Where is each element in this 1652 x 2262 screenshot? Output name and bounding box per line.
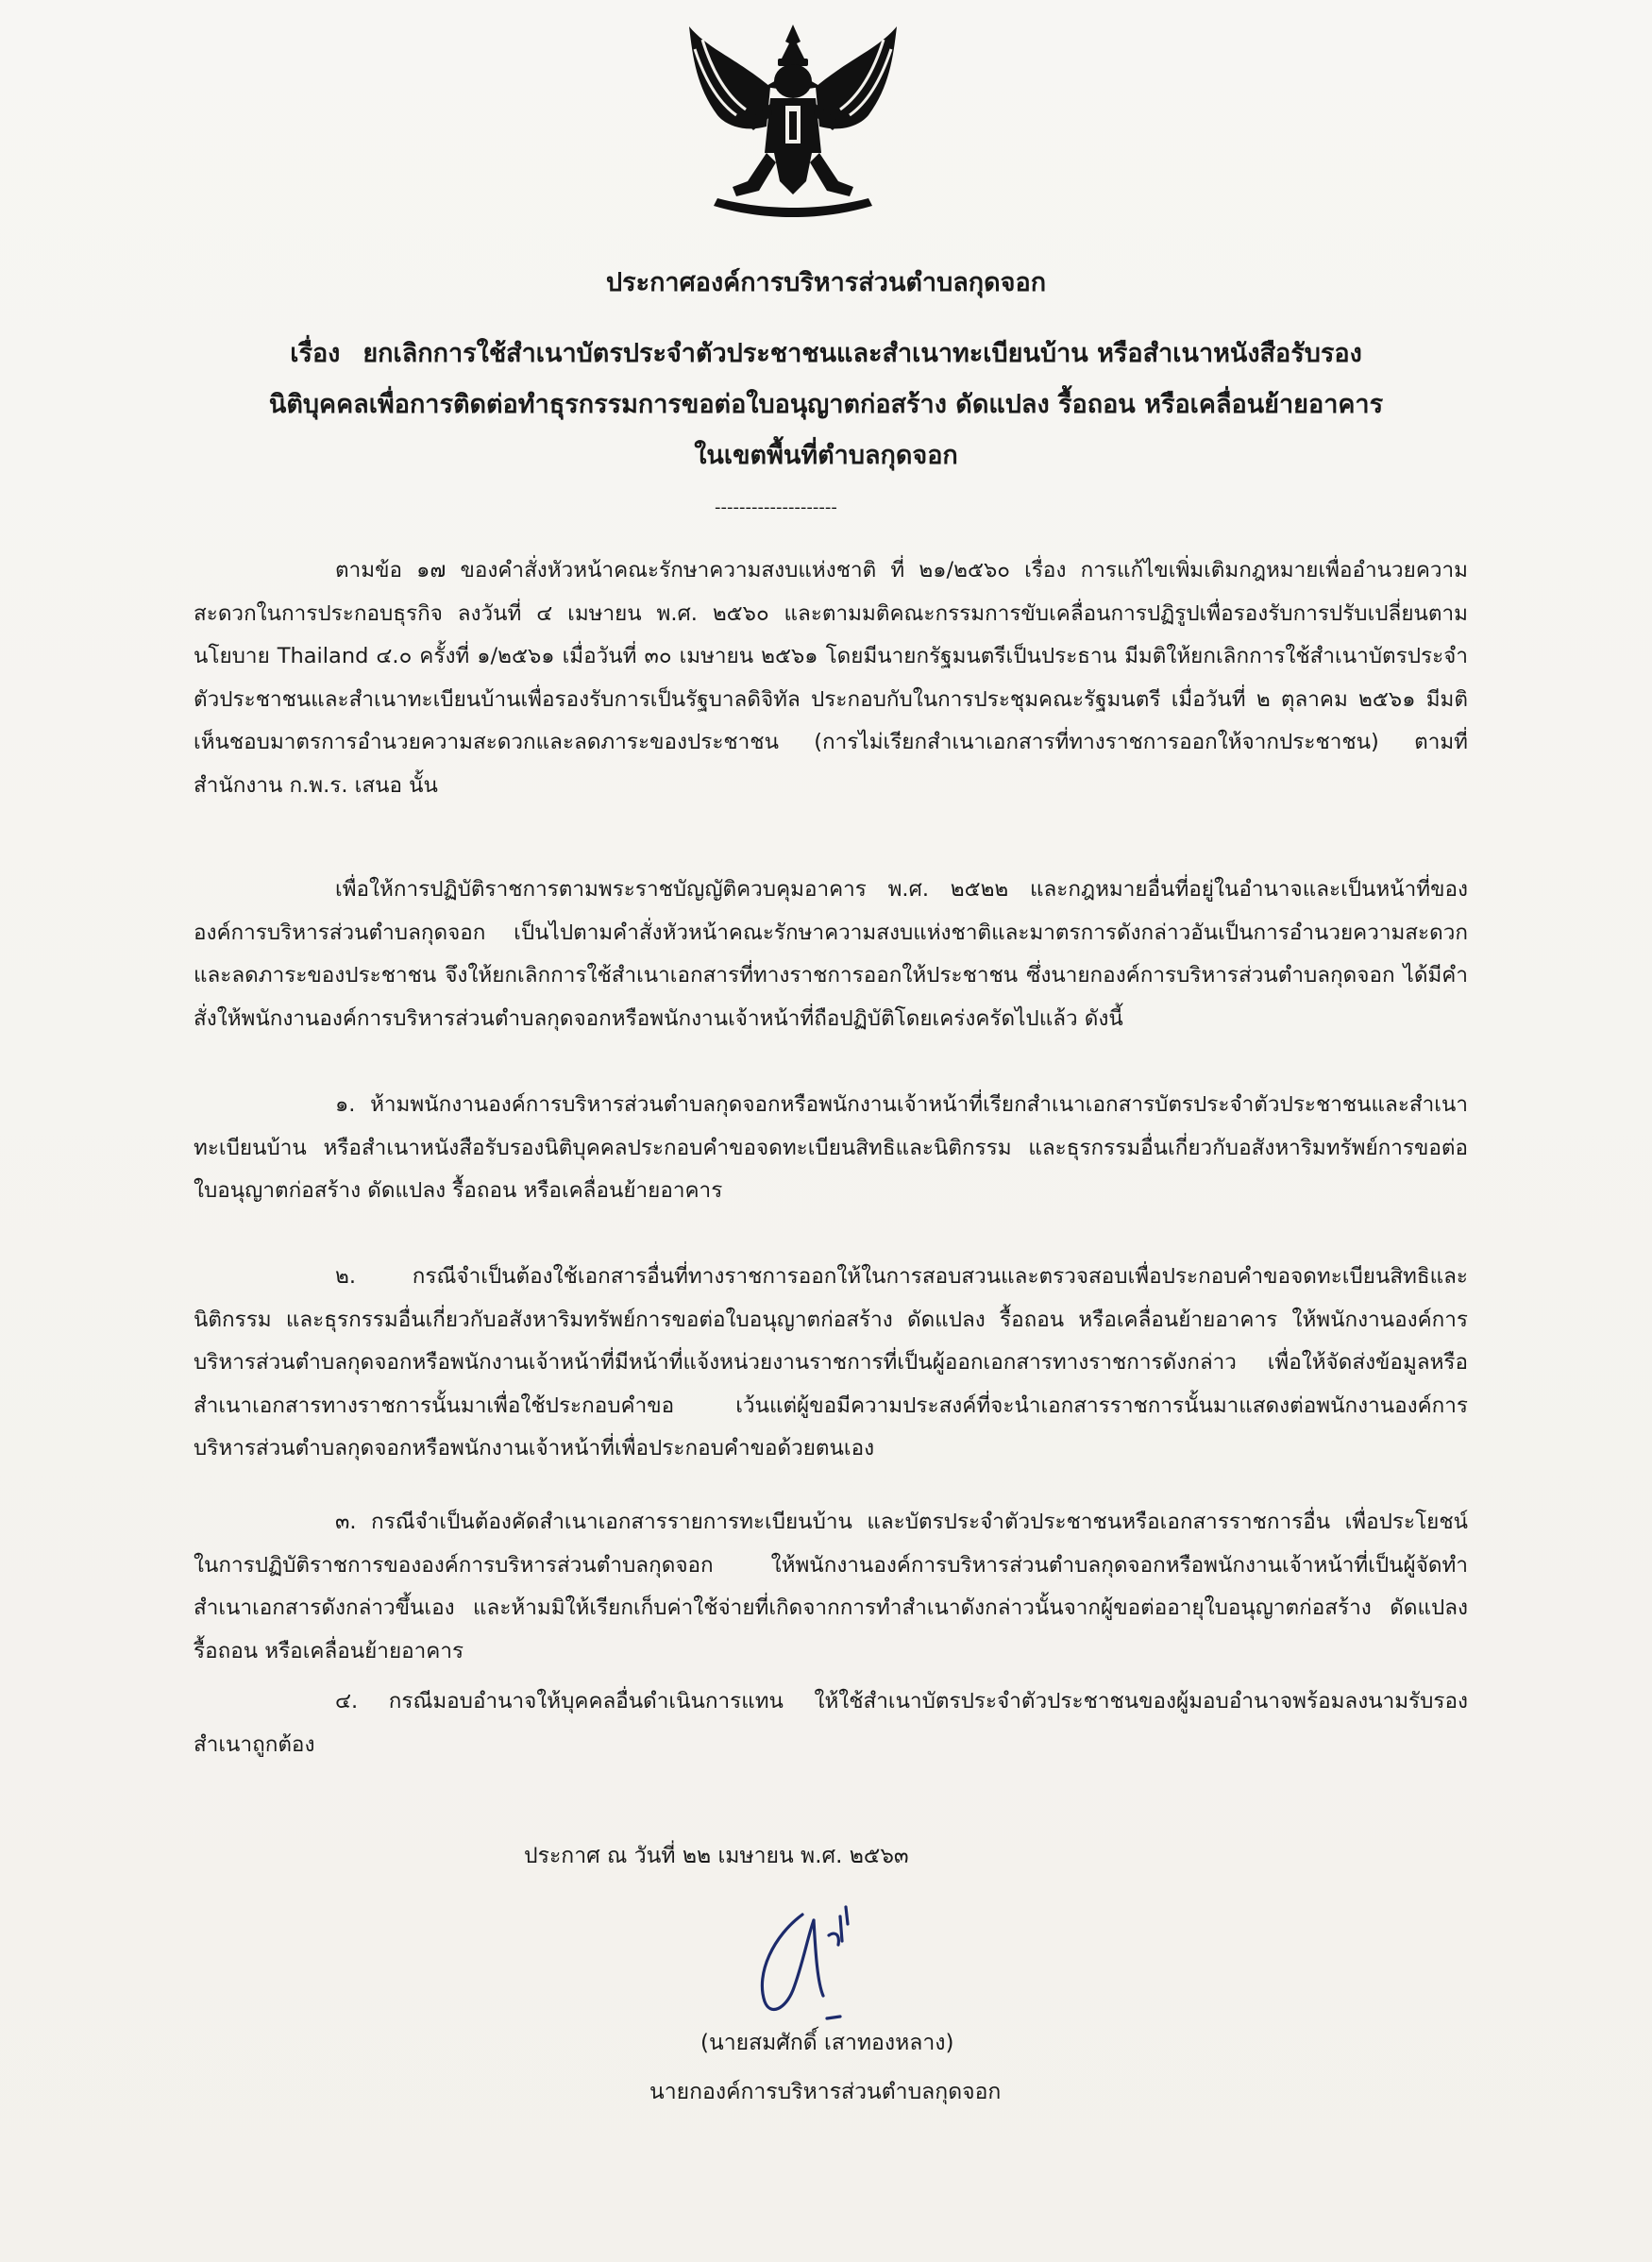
signatory-name: (นายสมศักดิ์ เสาทองหลาง) [700,2031,954,2055]
announcement-date: ประกาศ ณ วันที่ ๒๒ เมษายน พ.ศ. ๒๕๖๓ [524,1844,909,1868]
subject-text-1: ยกเลิกการใช้สำเนาบัตรประจำตัวประชาชนและสำเนาทะเบียนบ้าน หรือสำเนาหนังสือรับรอง [362,339,1362,368]
subject-line-2: นิติบุคคลเพื่อการติดต่อทำธุรกรรมการขอต่อใบอนุญาตก่อสร้าง ดัดแปลง รื้อถอน หรือเคลื่อนย้ายอาคาร [268,390,1384,419]
paragraph-2: เพื่อให้การปฏิบัติราชการตามพระราชบัญญัติควบคุมอาคาร พ.ศ. ๒๕๒๒ และกฎหมายอื่นที่อยู่ในอำนาจและเป็นหน้าที่ขององค์การบริหารส่วนตำบลกุดจอก เป็นไปตามคำสั่งหัวหน้าคณะรักษาความสงบแห่งชาติและมาตรการดังกล่าวอันเป็นการอำนวยความสะดวกและลดภาระของประชาชน จึงให้ยกเลิกการใช้สำเนาเอกสารที่ทางราชการออกให้ประชาชน ซึ่งนายกองค์การบริหารส่วนตำบลกุดจอก ได้มีคำสั่งให้พนักงานองค์การบริหารส่วนตำบลกุดจอกหรือพนักงานเจ้าหน้าที่ถือปฏิบัติโดยเคร่งครัดไปแล้ว ดังนี้ [194,877,1468,1031]
paragraph-4: ๒. กรณีจำเป็นต้องใช้เอกสารอื่นที่ทางราชการออกให้ในการสอบสวนและตรวจสอบเพื่อประกอบคำขอจดทะเบียนสิทธิและนิติกรรม และธุรกรรมอื่นเกี่ยวกับอสังหาริมทรัพย์การขอต่อใบอนุญาตก่อสร้าง ดัดแปลง รื้อถอน หรือเคลื่อนย้ายอาคาร ให้พนักงานองค์การบริหารส่วนตำบลกุดจอกหรือพนักงานเจ้าหน้าที่มีหน้าที่แจ้งหน่วยงานราชการที่เป็นผู้ออกเอกสารทางราชการดังกล่าว เพื่อให้จัดส่งข้อมูลหรือสำเนาเอกสารทางราชการนั้นมาเพื่อใช้ประกอบคำขอ เว้นแต่ผู้ขอมีความประสงค์ที่จะนำเอกสารราชการนั้นมาแสดงต่อพนักงานองค์การบริหารส่วนตำบลกุดจอกหรือพนักงานเจ้าหน้าที่เพื่อประกอบคำขอด้วยตนเอง [194,1264,1468,1460]
signature-mark [736,1898,906,2020]
signatory-position: นายกองค์การบริหารส่วนตำบลกุดจอก [649,2080,1002,2104]
paragraph-3: ๑. ห้ามพนักงานองค์การบริหารส่วนตำบลกุดจอกหรือพนักงานเจ้าหน้าที่เรียกสำเนาเอกสารบัตรประจำตัวประชาชนและสำเนาทะเบียนบ้าน หรือสำเนาหนังสือรับรองนิติบุคคลประกอบคำขอจดทะเบียนสิทธิและนิติกรรม และธุรกรรมอื่นเกี่ยวกับอสังหาริมทรัพย์การขอต่อใบอนุญาตก่อสร้าง ดัดแปลง รื้อถอน หรือเคลื่อนย้ายอาคาร [194,1092,1468,1203]
paragraph-5: ๓. กรณีจำเป็นต้องคัดสำเนาเอกสารรายการทะเบียนบ้าน และบัตรประจำตัวประชาชนหรือเอกสารราชการอื่น เพื่อประโยชน์ในการปฏิบัติราชการขององค์การบริหารส่วนตำบลกุดจอก ให้พนักงานองค์การบริหารส่วนตำบลกุดจอกหรือพนักงานเจ้าหน้าที่เป็นผู้จัดทำสำเนาเอกสารดังกล่าวขึ้นเอง และห้ามมิให้เรียกเก็บค่าใช้จ่ายที่เกิดจากการทำสำเนาดังกล่าวนั้นจากผู้ขอต่ออายุใบอนุญาตก่อสร้าง ดัดแปลง รื้อถอน หรือเคลื่อนย้ายอาคาร [194,1510,1468,1663]
subject-line-3: ในเขตพื้นที่ตำบลกุดจอก [694,441,958,470]
garuda-emblem-icon [680,21,906,227]
paragraph-1: ตามข้อ ๑๗ ของคำสั่งหัวหน้าคณะรักษาความสงบแห่งชาติ ที่ ๒๑/๒๕๖๐ เรื่อง การแก้ไขเพิ่มเติมกฎหมายเพื่ออำนวยความสะดวกในการประกอบธุรกิจ ลงวันที่ ๔ เมษายน พ.ศ. ๒๕๖๐ และตามมติคณะกรรมการขับเคลื่อนการปฏิรูปเพื่อรองรับการปรับเปลี่ยนตามนโยบาย Thailand ๔.๐ ครั้งที่ ๑/๒๕๖๑ เมื่อวันที่ ๓๐ เมษายน ๒๕๖๑ โดยมีนายกรัฐมนตรีเป็นประธาน มีมติให้ยกเลิกการใช้สำเนาบัตรประจำตัวประชาชนและสำเนาทะเบียนบ้านเพื่อรองรับการเป็นรัฐบาลดิจิทัล ประกอบกับในการประชุมคณะรัฐมนตรี เมื่อวันที่ ๒ ตุลาคม ๒๕๖๑ มีมติเห็นชอบมาตรการอำนวยความสะดวกและลดภาระของประชาชน (การไม่เรียกสำเนาเอกสารที่ทางราชการออกให้จากประชาชน) ตามที่สำนักงาน ก.พ.ร. เสนอ นั้น [194,558,1468,798]
subject-label: เรื่อง [290,339,341,368]
paragraph-6: ๔. กรณีมอบอำนาจให้บุคคลอื่นดำเนินการแทน ให้ใช้สำเนาบัตรประจำตัวประชาชนของผู้มอบอำนาจพร้อมลงนามรับรองสำเนาถูกต้อง [194,1689,1468,1757]
separator: -------------------- [715,498,837,517]
document-title: ประกาศองค์การบริหารส่วนตำบลกุดจอก [605,268,1047,297]
subject-line-1 [179,329,1473,379]
